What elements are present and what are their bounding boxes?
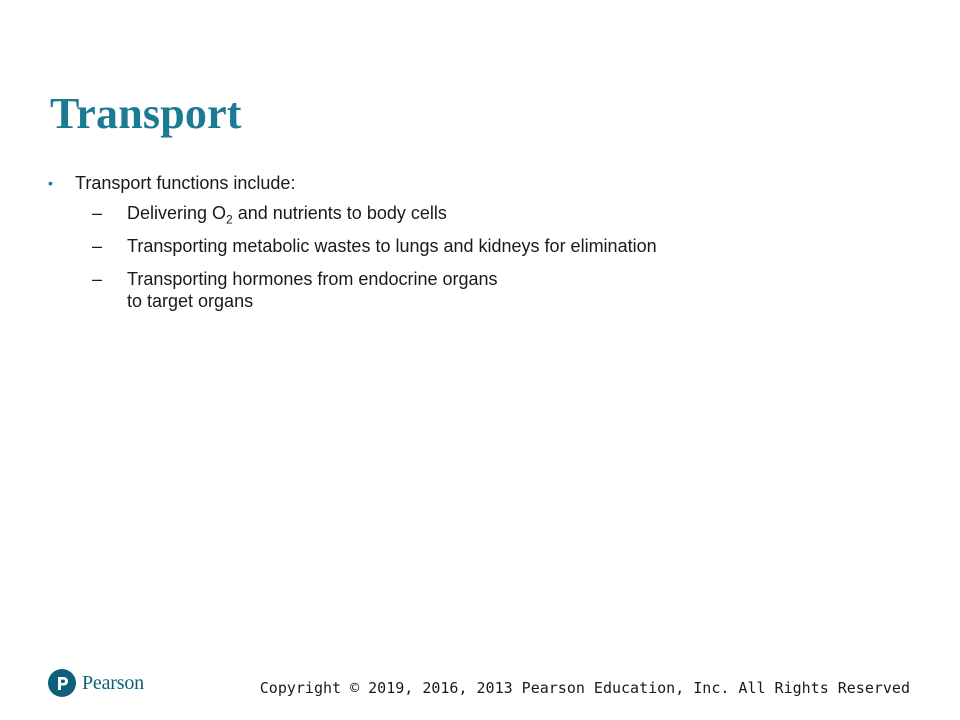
pearson-wordmark: Pearson xyxy=(82,671,144,694)
sub-bullet-text xyxy=(127,202,908,227)
sub-bullet-item xyxy=(92,202,908,227)
sub-text-before: Delivering O xyxy=(127,203,227,223)
pearson-logo xyxy=(48,669,144,697)
sub-bullet-text: Transporting hormones from endocrine organs to target organs xyxy=(127,269,498,311)
copyright-text: Copyright © 2019, 2016, 2013 Pearson Education, Inc. All Rights Reserved xyxy=(259,679,910,697)
pearson-p-icon xyxy=(48,669,76,697)
dash-marker: – xyxy=(92,269,103,289)
bullet-item xyxy=(48,170,908,196)
sub-text-after: and nutrients to body cells xyxy=(232,203,447,223)
sub-bullet-item xyxy=(92,235,908,257)
slide-content xyxy=(48,170,908,323)
sub-bullet-item xyxy=(92,268,908,312)
dash-marker: – xyxy=(92,203,103,223)
sub-bullet-list xyxy=(92,202,908,312)
bullet-text: Transport functions include: xyxy=(75,173,296,193)
slide-title: Transport xyxy=(50,89,242,138)
bullet-marker: • xyxy=(48,175,53,191)
subscript-2: 2 xyxy=(226,212,233,227)
sub-bullet-text: Transporting metabolic wastes to lungs and kidneys for elimination xyxy=(127,236,657,256)
dash-marker: – xyxy=(92,236,103,256)
